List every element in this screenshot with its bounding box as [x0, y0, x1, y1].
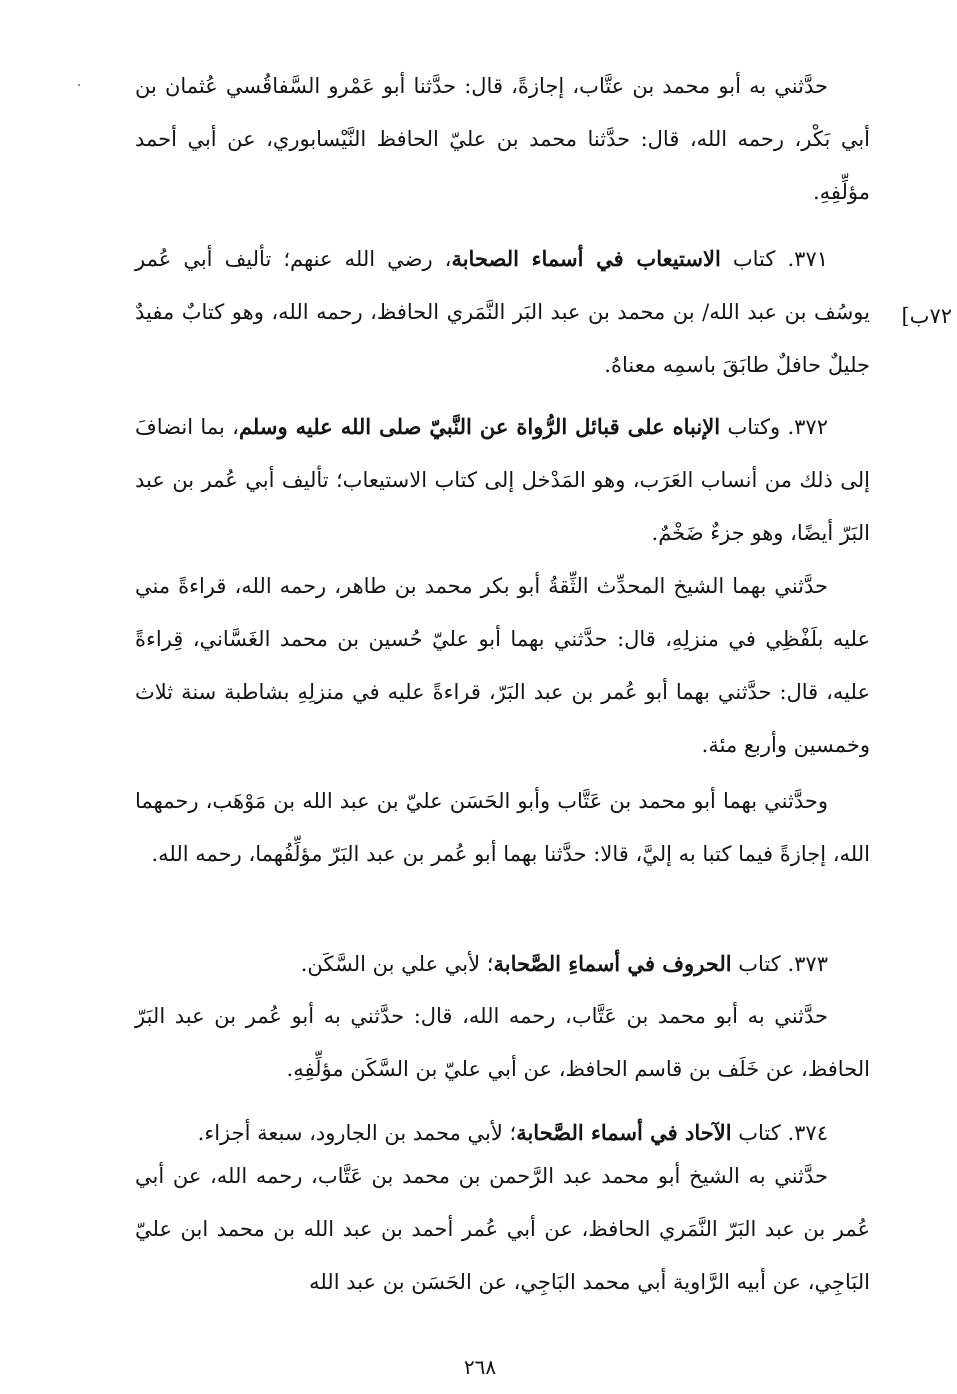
entry-kitab-word: كتاب [738, 1121, 781, 1145]
isnad-paragraph-374: حدَّثني به الشيخ أبو محمد عبد الرَّحمن بن محمد بن عَتَّاب، رحمه الله، عن أبي عُمر بن عبد البَرّ النَّمَري الحافظ، عن أبي عُمر أحمد بن عبد الله بن محمد ابن عليّ البَاجِي، عن أبيه الرَّاوية أبي محمد البَاجِي، عن الحَسَن بن عبد الله [135, 1164, 870, 1294]
entry-372 [135, 400, 870, 560]
entry-description: ، رضي الله عنهم؛ تأليف أبي عُمر يوسُف بن عبد الله/ بن محمد بن عبد البَر النَّمَري الحافظ، رحمه الله، وهو كتابٌ مفيدٌ جليلٌ حافلٌ طابَقَ باسمِه معناهُ. [135, 247, 870, 377]
entry-kitab-word: كتاب [732, 247, 776, 271]
isnad-paragraph-370: حدَّثني به أبو محمد بن عتَّاب، إجازةً، قال: حدَّثنا أبو عَمْرو السَّفاقُسي عُثمان بن أبي بَكْر، رحمه الله، قال: حدَّثنا محمد بن عليّ الحافظ النَّيْسابوري، عن أبي أحمد مؤلِّفِهِ. [135, 74, 870, 204]
isnad-paragraph-372a: حدَّثني بهما الشيخ المحدِّث الثِّقةُ أبو بكر محمد بن طاهر، رحمه الله، قراءةً مني عليه بلَفْظِي في منزلِهِ، قال: حدَّثني بهما أبو عليّ حُسين بن محمد الغَسَّاني، قِراءةً عليه، قال: حدَّثني بهما أبو عُمر بن عبد البَرّ، قراءةً عليه في منزلِهِ بشاطبة سنة ثلاث وخمسين وأربع مئة. [135, 574, 870, 757]
entry-373 [135, 937, 870, 991]
entry-title: الحروف في أسماءِ الصَّحابة [493, 951, 732, 976]
entry-kitab-word: كتاب [738, 952, 781, 976]
entry-title: الاستيعاب في أسماء الصحابة [451, 246, 721, 271]
entry-title: الإنباه على قبائل الرُّواة عن النَّبيّ صلى الله عليه وسلم [238, 414, 721, 439]
page-number: ٢٦٨ [463, 1355, 497, 1379]
entry-number: ٣٧٣. [787, 952, 828, 976]
entry-371 [135, 232, 870, 392]
entry-title: الآحاد في أسماء الصَّحابة [516, 1120, 732, 1145]
entry-description: ، بما انضافَ إلى ذلك من أنساب العَرَب، وهو المَدْخل إلى كتاب الاستيعاب؛ تأليف أبي عُمر بن عبد البَرّ أيضًا، وهو جزءٌ ضَخْمٌ. [135, 415, 870, 545]
entry-description: ؛ لأبي علي بن السَّكَن. [300, 952, 494, 976]
entry-number: ٣٧٤. [787, 1121, 828, 1145]
entry-description: ؛ لأبي محمد بن الجارود، سبعة أجزاء. [197, 1121, 517, 1145]
manuscript-folio-marker: ٧٢ب] [901, 304, 952, 328]
entry-number: ٣٧١. [787, 247, 829, 271]
entry-number: ٣٧٢. [787, 415, 828, 439]
isnad-paragraph-373: حدَّثني به أبو محمد بن عَتَّاب، رحمه الله، قال: حدَّثني به أبو عُمر بن عبد البَرّ الحافظ، عن خَلَف بن قاسم الحافظ، عن أبي عليّ بن السَّكَن مؤلِّفِهِ. [135, 1004, 870, 1081]
entry-kitab-word: وكتاب [727, 415, 781, 439]
scan-speck [78, 84, 80, 86]
isnad-paragraph-372b: وحدَّثني بهما أبو محمد بن عَتَّاب وأبو الحَسَن عليّ بن عبد الله بن مَوْهَب، رحمهما الله، إجازةً فيما كتبا به إليَّ، قالا: حدَّثنا بهما أبو عُمر بن عبد البَرّ مؤلِّفُهما، رحمه الله. [135, 789, 870, 866]
